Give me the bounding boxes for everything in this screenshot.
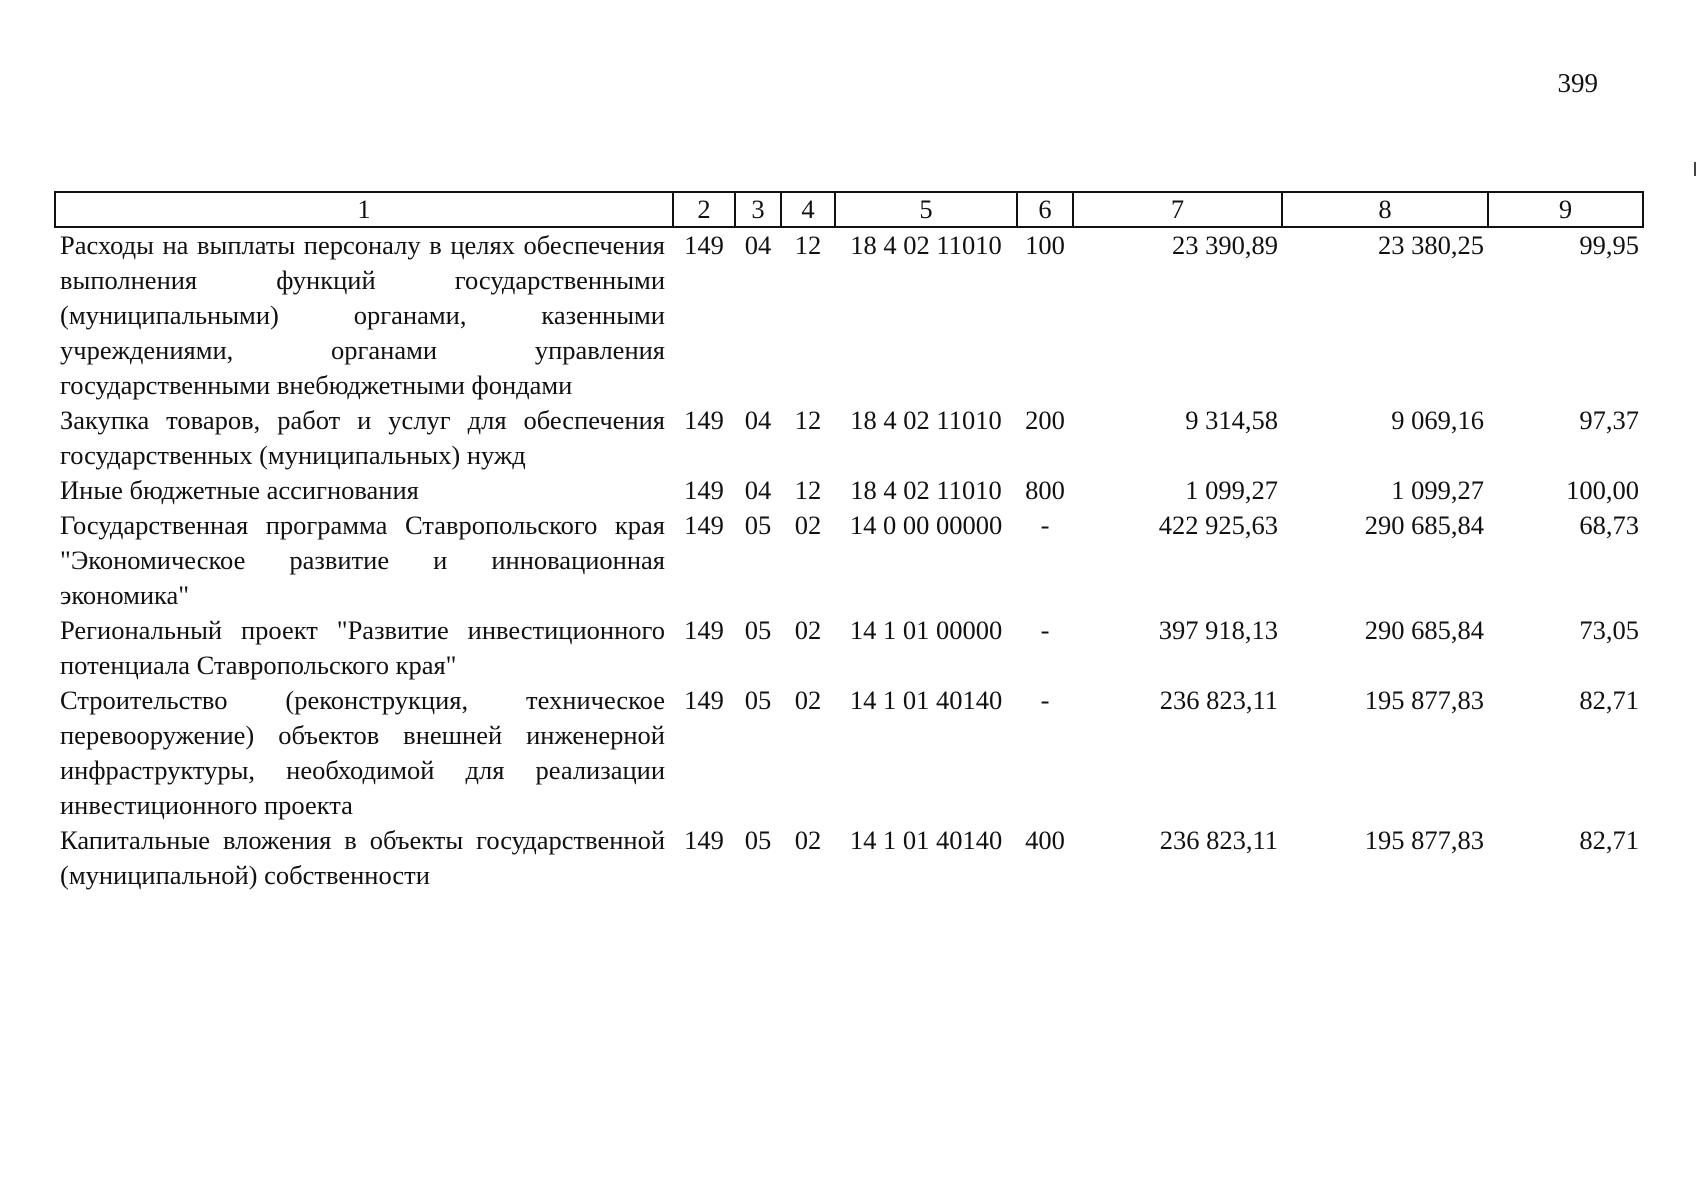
ministry-code: 149 bbox=[684, 405, 724, 435]
subsection-code: 12 bbox=[794, 405, 822, 435]
executed-amount: 195 877,83 bbox=[1364, 825, 1484, 855]
execution-percent: 99,95 bbox=[1579, 230, 1639, 260]
executed-amount: 290 685,84 bbox=[1364, 615, 1484, 645]
expense-type-code: - bbox=[1040, 685, 1050, 715]
expense-name: Капитальные вложения в объекты государственной (муниципальной) собственности bbox=[60, 825, 665, 890]
section-code: 05 bbox=[744, 615, 772, 645]
section-code: 05 bbox=[744, 825, 772, 855]
executed-amount: 195 877,83 bbox=[1364, 685, 1484, 715]
ministry-code: 149 bbox=[684, 475, 724, 505]
table-row bbox=[55, 227, 1643, 403]
column-header-6: 6 bbox=[1017, 192, 1073, 227]
execution-percent: 100,00 bbox=[1566, 475, 1639, 505]
expense-type-code: 200 bbox=[1025, 405, 1065, 435]
expense-name: Закупка товаров, работ и услуг для обеспечения государственных (муниципальных) нужд bbox=[60, 405, 665, 470]
ministry-code: 149 bbox=[684, 685, 724, 715]
execution-percent: 82,71 bbox=[1579, 685, 1639, 715]
ministry-code: 149 bbox=[684, 615, 724, 645]
expense-name: Иные бюджетные ассигнования bbox=[60, 475, 419, 505]
execution-percent: 73,05 bbox=[1579, 615, 1639, 645]
column-header-4: 4 bbox=[781, 192, 835, 227]
ministry-code: 149 bbox=[684, 825, 724, 855]
table-row bbox=[55, 613, 1643, 683]
header-row bbox=[55, 192, 1643, 227]
section-code: 05 bbox=[744, 685, 772, 715]
execution-percent: 68,73 bbox=[1579, 510, 1639, 540]
expense-type-code: - bbox=[1040, 510, 1050, 540]
target-article-code: 18 4 02 11010 bbox=[850, 475, 1002, 505]
subsection-code: 02 bbox=[794, 510, 822, 540]
expense-name: Расходы на выплаты персоналу в целях обеспечения выполнения функций государственными (муниципальными) органами, казенными учреждениями, органами управления государственными внебюджетными фондами bbox=[60, 230, 665, 400]
subsection-code: 12 bbox=[794, 230, 822, 260]
planned-amount: 236 823,11 bbox=[1159, 825, 1278, 855]
subsection-code: 02 bbox=[794, 685, 822, 715]
planned-amount: 422 925,63 bbox=[1158, 510, 1278, 540]
section-code: 04 bbox=[744, 230, 772, 260]
target-article-code: 18 4 02 11010 bbox=[850, 405, 1002, 435]
target-article-code: 14 1 01 00000 bbox=[849, 615, 1003, 645]
section-code: 04 bbox=[744, 475, 772, 505]
expense-type-code: 400 bbox=[1025, 825, 1065, 855]
subsection-code: 12 bbox=[794, 475, 822, 505]
section-code: 04 bbox=[744, 405, 772, 435]
subsection-code: 02 bbox=[794, 825, 822, 855]
column-header-8: 8 bbox=[1282, 192, 1488, 227]
executed-amount: 9 069,16 bbox=[1391, 405, 1484, 435]
target-article-code: 14 1 01 40140 bbox=[849, 685, 1003, 715]
ministry-code: 149 bbox=[684, 230, 724, 260]
table-row bbox=[55, 403, 1643, 473]
column-header-7: 7 bbox=[1073, 192, 1282, 227]
executed-amount: 1 099,27 bbox=[1391, 475, 1484, 505]
planned-amount: 23 390,89 bbox=[1172, 230, 1278, 260]
expense-type-code: 100 bbox=[1025, 230, 1065, 260]
expense-name: Строительство (реконструкция, техническое перевооружение) объектов внешней инженерной инфраструктуры, необходимой для реализации инвестиционного проекта bbox=[60, 685, 665, 820]
table-row bbox=[55, 508, 1643, 613]
column-header-3: 3 bbox=[735, 192, 781, 227]
section-code: 05 bbox=[744, 510, 772, 540]
expense-name: Региональный проект "Развитие инвестиционного потенциала Ставропольского края" bbox=[60, 615, 665, 680]
table-row bbox=[55, 473, 1643, 508]
target-article-code: 18 4 02 11010 bbox=[850, 230, 1002, 260]
planned-amount: 1 099,27 bbox=[1185, 475, 1278, 505]
planned-amount: 9 314,58 bbox=[1185, 405, 1278, 435]
column-header-9: 9 bbox=[1488, 192, 1643, 227]
page-number: 399 bbox=[1557, 68, 1598, 98]
target-article-code: 14 0 00 00000 bbox=[849, 510, 1003, 540]
column-header-5: 5 bbox=[835, 192, 1017, 227]
table-row bbox=[55, 683, 1643, 823]
expense-type-code: - bbox=[1040, 615, 1050, 645]
column-header-2: 2 bbox=[673, 192, 735, 227]
table-row bbox=[55, 823, 1643, 893]
column-header-1: 1 bbox=[55, 192, 673, 227]
executed-amount: 290 685,84 bbox=[1364, 510, 1484, 540]
ministry-code: 149 bbox=[684, 510, 724, 540]
expense-name: Государственная программа Ставропольского края "Экономическое развитие и инновационная экономика" bbox=[60, 510, 665, 610]
execution-percent: 82,71 bbox=[1579, 825, 1639, 855]
execution-percent: 97,37 bbox=[1579, 405, 1639, 435]
planned-amount: 236 823,11 bbox=[1159, 685, 1278, 715]
budget-table bbox=[54, 191, 1644, 893]
expense-type-code: 800 bbox=[1025, 475, 1065, 505]
planned-amount: 397 918,13 bbox=[1158, 615, 1278, 645]
executed-amount: 23 380,25 bbox=[1378, 230, 1484, 260]
target-article-code: 14 1 01 40140 bbox=[849, 825, 1003, 855]
subsection-code: 02 bbox=[794, 615, 822, 645]
